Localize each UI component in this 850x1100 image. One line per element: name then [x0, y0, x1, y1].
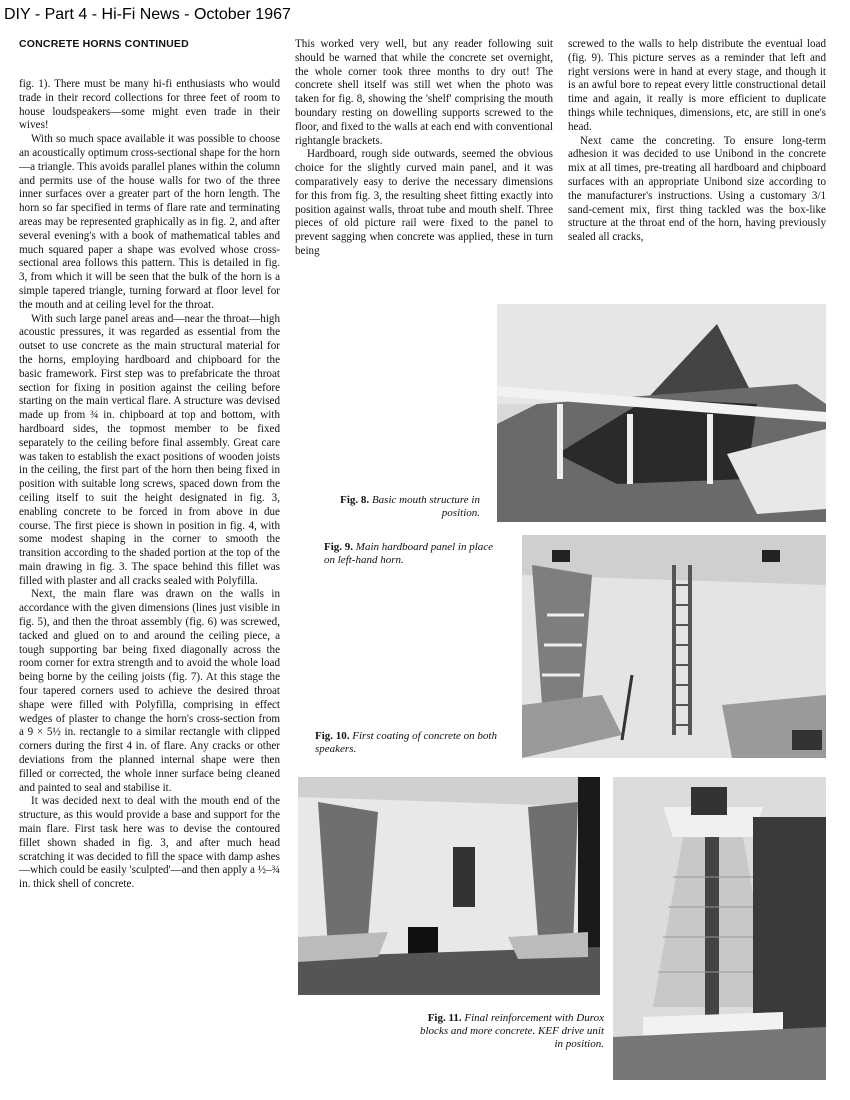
paragraph: This worked very well, but any reader following suit should be warned that while the concrete set overnight, the whole corner took three months to dry out! The concrete shell itself was still wet when the photo was taken for fig. 8, showing the 'shelf' comprising the mouth boundary resting on dowelling supports screwed to the floor, and fixed to the walls at each end with conventional rightangle brackets. — [295, 38, 553, 147]
paragraph: screwed to the walls to help distribute the eventual load (fig. 9). This picture serves as a reminder that left and right versions were in hand at every stage, and though it is an awful bore to repeat every little constructional detail time and again, it really is more efficient to duplicate things while techniques, dimensions, etc, are still in one's head. — [568, 38, 826, 133]
fig11-label: Fig. 11. — [427, 1012, 462, 1024]
paragraph: Hardboard, rough side outwards, seemed the obvious choice for the slightly curved main panel, and it was comparatively easy to derive the necessary dimensions for this from fig. 3, the resulting sheet fitting exactly into position against walls, throat tube and mouth shelf. Three pieces of old picture rail were fixed to the panel to prevent sagging when concrete was applied, these in turn being — [295, 148, 553, 257]
fig11-right-photo — [613, 777, 826, 1080]
fig11-left-photo — [298, 777, 600, 995]
paragraph: fig. 1). There must be many hi-fi enthusiasts who would trade in their record collections for three feet of room to house loudspeakers—some might even trade in their wives! — [19, 78, 280, 132]
fig8-text: Basic mouth structure in position. — [371, 494, 480, 519]
fig8-label: Fig. 8. — [340, 494, 370, 506]
fig8-caption — [300, 494, 480, 520]
paragraph: It was decided next to deal with the mouth end of the structure, as this would provide a base and support for the main flare. First task here was to devise the contoured fillet shown shaded in fig. 3, and after much head scratching it was decided to fill the space with damp ashes—which could be easily 'sculpted'—and then apply a ½–¾ in. thick shell of concrete. — [19, 795, 280, 891]
fig11-text: Final reinforcement with Durox blocks and more concrete. KEF drive unit in position. — [420, 1012, 604, 1050]
column-2 — [295, 38, 553, 259]
page-title: DIY - Part 4 - Hi-Fi News - October 1967 — [4, 6, 291, 23]
fig9-label: Fig. 9. — [324, 541, 354, 553]
fig10-label: Fig. 10. — [315, 730, 350, 742]
section-heading: CONCRETE HORNS CONTINUED — [19, 38, 189, 50]
paragraph: With so much space available it was possible to choose an acoustically optimum cross-sectional shape for the horn—a triangle. This avoids parallel planes within the column and permits use of the house walls for two of the three inner surfaces over a greater part of the horn length. The horn so far specified in terms of flare rate and terminating areas may be represented graphically as in fig. 2, and after several evening's with a book of mathematical tables and much squared paper a shape was evolved whose cross-sectional area follows this pattern. This is detailed in fig. 3, from which it will be seen that the bulk of the horn is a simple tapered triangle, turning forward at floor level for the mouth and at ceiling level for the throat. — [19, 133, 280, 311]
column-1 — [19, 78, 280, 892]
fig11-caption — [412, 1012, 604, 1051]
column-3 — [568, 38, 826, 245]
paragraph: Next, the main flare was drawn on the walls in accordance with the given dimensions (lines just visible in fig. 5), and then the throat assembly (fig. 6) was screwed, tacked and glued on to and around the ceiling piece, a tough supporting bar being fixed diagonally across the room corner for extra strength and to avoid the whole load being borne by the ceiling joists (fig. 7). At this stage the four tapered corners used to achieve the desired throat shape were filled with Polyfilla, comprising in effect wedges of plaster to change the horn's cross-section from a 9 × 5½ in. rectangle to a similar rectangle with clipped corners during the first 4 in. of flare. Any cracks or other deviations from the planned internal shape were then filled or corrected, the whole inner surface being cleaned and painted to seal and stabilise it. — [19, 588, 280, 794]
paragraph: Next came the concreting. To ensure long-term adhesion it was decided to use Unibond in the concrete mix at all times, pre-treating all hardboard and chipboard surfaces with an appropriate Unibond size according to the manufacturer's instructions. Using a customary 3/1 sand-cement mix, first thing tackled was the box-like structure at the throat end of the horn, having previously sealed all cracks, — [568, 134, 826, 244]
fig10-text: First coating of concrete on both speakers. — [315, 730, 497, 755]
paragraph: With such large panel areas and—near the throat—high acoustic pressures, it was regarded as essential from the outset to use concrete as the main structural material for the horns, employing hardboard and chipboard for the basic framework. First step was to prefabricate the throat section for fixing in position against the ceiling before starting on the main vertical flare. A structure was devised made up from ¾ in. chipboard at top and bottom, with hardboard sides, the topmost member to be fixed separately to the ceiling before final assembly. Great care was taken to establish the exact positions of wooden joists in the ceiling, the first part of the horn then being fixed in position with suitable long screws, spaced down from the ceiling itself to suit the height designated in fig. 3, enabling concrete to be forced in from above in due course. The first piece is shown in position in fig. 4, with some modest shaping in the corner to smooth the transition according to the shaded portion at the top of the main drawing in fig. 3. The space behind this fillet was filled with plaster and all cracks sealed with Polyfilla. — [19, 312, 280, 587]
fig9-caption — [324, 541, 504, 567]
fig9-text: Main hardboard panel in place on left-hand horn. — [324, 541, 494, 566]
fig8-photo — [497, 304, 826, 522]
fig10-caption — [315, 730, 505, 756]
fig10-photo — [522, 535, 826, 758]
